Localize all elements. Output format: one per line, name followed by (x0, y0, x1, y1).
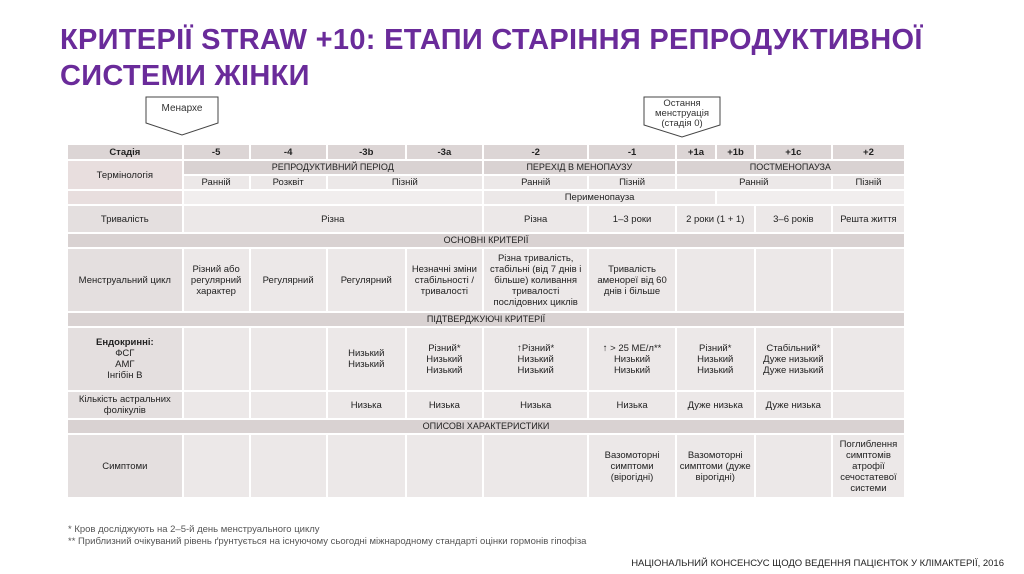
empty-cell (184, 392, 249, 418)
symptoms-label: Симптоми (68, 435, 182, 497)
empty-cell (328, 435, 405, 497)
endocrine-labels (68, 328, 182, 390)
foll-p1ab: Дуже низька (677, 392, 754, 418)
footnote-2: ** Приблизний очікуваний рівень ґрунтується на існуючому сьогодні міжнародному стандарті оцінки гормонів гіпофіза (68, 536, 587, 547)
stage-cell: +1c (756, 145, 831, 159)
last-menstruation-label: Остання менструація (стадія 0) (655, 98, 709, 129)
term-trans-late: Пізній (589, 176, 674, 189)
cycle-m3b: Регулярний (328, 249, 405, 311)
symp-m1: Вазомоторні симптоми (вірогідні) (589, 435, 674, 497)
empty-cell (484, 435, 588, 497)
empty-cell (251, 392, 326, 418)
straw-table (66, 143, 906, 499)
empty-cell (184, 435, 249, 497)
endo-p1c: Стабільний* Дуже низький Дуже низький (756, 328, 831, 390)
supporting-criteria-row (68, 313, 904, 326)
endo-m1: ↑ > 25 МЕ/л** Низький Низький (589, 328, 674, 390)
footnotes (68, 524, 586, 548)
main-criteria-header: ОСНОВНІ КРИТЕРІЇ (68, 234, 904, 247)
duration-row (68, 206, 904, 232)
menarche-marker (146, 97, 218, 137)
foll-m3b: Низька (328, 392, 405, 418)
term-post-early: Ранній (677, 176, 831, 189)
follicles-row (68, 392, 904, 418)
empty-cell (717, 191, 904, 204)
dur-repro: Різна (184, 206, 482, 232)
empty-cell (407, 435, 482, 497)
menarche-label: Менархе (161, 103, 203, 114)
empty-cell (833, 249, 904, 311)
empty-cell (756, 249, 831, 311)
dur-minus1: 1–3 роки (589, 206, 674, 232)
empty-cell (68, 191, 182, 204)
cycle-m4: Регулярний (251, 249, 326, 311)
stage-cell: -1 (589, 145, 674, 159)
symp-p1ab: Вазомоторні симптоми (дуже вірогідні) (677, 435, 754, 497)
last-menstruation-marker (644, 97, 720, 139)
empty-cell (756, 435, 831, 497)
dur-minus2: Різна (484, 206, 588, 232)
inhibin-label: Інгібін В (107, 370, 143, 381)
period-transition: ПЕРЕХІД В МЕНОПАУЗУ (484, 161, 675, 174)
cycle-m5: Різний або регулярний характер (184, 249, 249, 311)
supporting-criteria-header: ПІДТВЕРДЖУЮЧІ КРИТЕРІЇ (68, 313, 904, 326)
page-title: КРИТЕРІЇ STRAW +10: ЕТАПИ СТАРІННЯ РЕПРОДУКТИВНОЇ СИСТЕМИ ЖІНКИ (60, 24, 923, 92)
term-peak: Розквіт (251, 176, 326, 189)
descriptive-header: ОПИСОВІ ХАРАКТЕРИСТИКИ (68, 420, 904, 433)
dur-plus1c: 3–6 років (756, 206, 831, 232)
empty-cell (677, 249, 754, 311)
empty-cell (184, 328, 249, 390)
follicles-label: Кількість астральних фолікулів (68, 392, 182, 418)
stage-cell: +2 (833, 145, 904, 159)
stage-cell: -5 (184, 145, 249, 159)
period-row (68, 161, 904, 174)
term-trans-early: Ранній (484, 176, 588, 189)
cycle-m2: Різна тривалість, стабільні (від 7 днів і більше) коливання тривалості послідовних циклів (484, 249, 588, 311)
endo-m2: ↑Різний* Низький Низький (484, 328, 588, 390)
period-reproductive: РЕПРОДУКТИВНИЙ ПЕРІОД (184, 161, 482, 174)
perimenopause: Перименопауза (484, 191, 715, 204)
empty-cell (251, 328, 326, 390)
descriptive-row (68, 420, 904, 433)
fsh-label: ФСГ (115, 348, 135, 359)
duration-label: Тривалість (68, 206, 182, 232)
main-criteria-row (68, 234, 904, 247)
dur-plus1ab: 2 роки (1 + 1) (677, 206, 754, 232)
stage-label: Стадія (68, 145, 182, 159)
foll-m2: Низька (484, 392, 588, 418)
symp-p2: Поглиблення симптомів атрофії сечостатевої системи (833, 435, 904, 497)
cycle-m1: Тривалість аменореї від 60 днів і більше (589, 249, 674, 311)
empty-cell (184, 191, 482, 204)
term-early: Ранній (184, 176, 249, 189)
empty-cell (833, 328, 904, 390)
stage-cell: -3a (407, 145, 482, 159)
empty-cell (833, 392, 904, 418)
empty-cell (251, 435, 326, 497)
endocrine-row (68, 328, 904, 390)
stage-cell: +1b (717, 145, 754, 159)
terminology-label: Термінологія (68, 161, 182, 189)
source-citation: НАЦІОНАЛЬНИЙ КОНСЕНСУС ЩОДО ВЕДЕННЯ ПАЦІЄНТОК У КЛІМАКТЕРІЇ, 2016 (631, 558, 1004, 569)
foll-p1c: Дуже низька (756, 392, 831, 418)
cycle-row (68, 249, 904, 311)
terminology-row (68, 176, 904, 189)
foll-m3a: Низька (407, 392, 482, 418)
stage-cell: -3b (328, 145, 405, 159)
footnote-1: * Кров досліджують на 2–5-й день менструального циклу (68, 524, 320, 535)
dur-plus2: Решта життя (833, 206, 904, 232)
cycle-m3a: Незначні зміни стабільності / тривалості (407, 249, 482, 311)
symptoms-row (68, 435, 904, 497)
cycle-label: Менструальний цикл (68, 249, 182, 311)
term-post-late: Пізній (833, 176, 904, 189)
stage-cell: -2 (484, 145, 588, 159)
endo-p1ab: Різний* Низький Низький (677, 328, 754, 390)
endocrine-label: Ендокринні: (96, 337, 154, 348)
endo-m3a: Різний* Низький Низький (407, 328, 482, 390)
endo-m3b: Низький Низький (328, 328, 405, 390)
term-late: Пізній (328, 176, 482, 189)
stage-cell: -4 (251, 145, 326, 159)
amh-label: АМГ (115, 359, 135, 370)
period-postmenopause: ПОСТМЕНОПАУЗА (677, 161, 904, 174)
foll-m1: Низька (589, 392, 674, 418)
perimenopause-row (68, 191, 904, 204)
stage-cell: +1a (677, 145, 716, 159)
stage-row (68, 145, 904, 159)
